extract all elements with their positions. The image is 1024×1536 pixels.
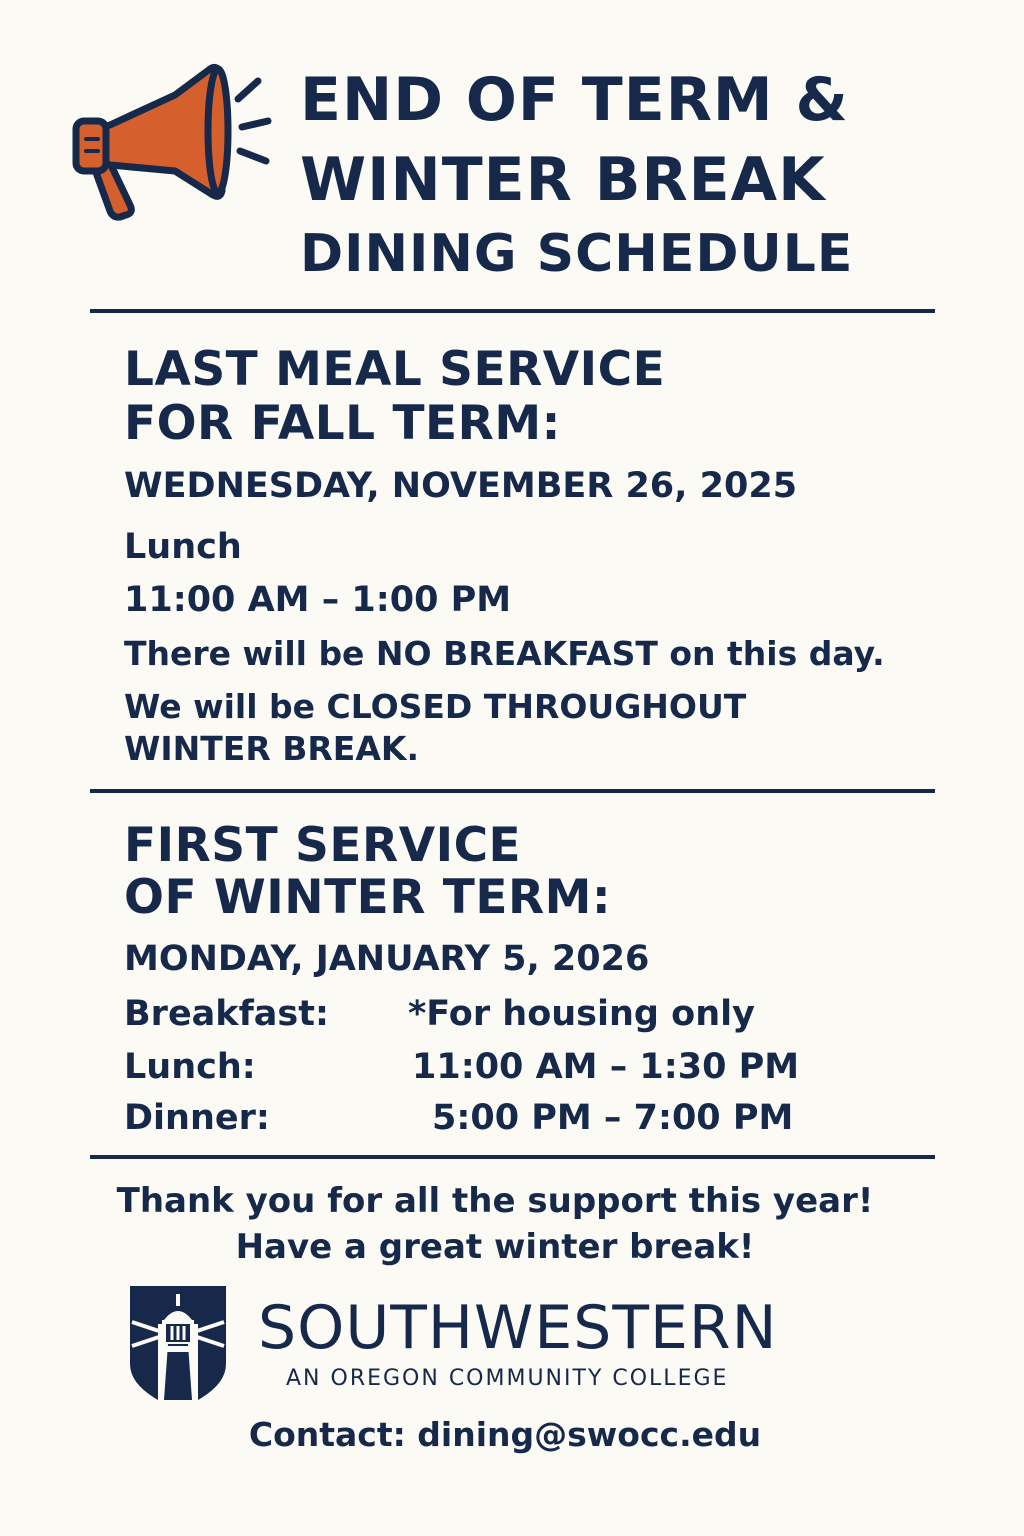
megaphone-icon bbox=[70, 55, 280, 225]
contact-email: Contact: dining@swocc.edu bbox=[248, 1415, 762, 1454]
fall-date: WEDNESDAY, NOVEMBER 26, 2025 bbox=[124, 466, 798, 506]
title-line-2: WINTER BREAK bbox=[300, 145, 826, 215]
thanks-line-2: Have a great winter break! bbox=[235, 1227, 755, 1267]
fall-note-breakfast: There will be NO BREAKFAST on this day. bbox=[124, 634, 885, 673]
title-line-1: END OF TERM & bbox=[300, 65, 849, 135]
divider-bottom bbox=[90, 1155, 935, 1159]
fall-note-closed-2: WINTER BREAK. bbox=[124, 729, 420, 768]
divider-top bbox=[90, 309, 935, 313]
winter-row-value: *For housing only bbox=[408, 994, 755, 1034]
fall-note-closed-1: We will be CLOSED THROUGHOUT bbox=[124, 687, 747, 726]
winter-row-label: Breakfast: bbox=[124, 994, 329, 1034]
fall-title-line-1: LAST MEAL SERVICE bbox=[124, 342, 666, 397]
college-name: SOUTHWESTERN bbox=[258, 1293, 778, 1363]
fall-time: 11:00 AM – 1:00 PM bbox=[124, 580, 512, 620]
thanks-line-1: Thank you for all the support this year! bbox=[116, 1181, 874, 1221]
winter-title-line-2: OF WINTER TERM: bbox=[124, 870, 612, 925]
winter-title-line-1: FIRST SERVICE bbox=[124, 818, 522, 873]
college-subtitle: AN OREGON COMMUNITY COLLEGE bbox=[286, 1366, 729, 1391]
winter-row-label: Lunch: bbox=[124, 1047, 256, 1087]
lighthouse-shield-icon bbox=[128, 1284, 228, 1402]
fall-meal: Lunch bbox=[124, 527, 242, 567]
winter-date: MONDAY, JANUARY 5, 2026 bbox=[124, 939, 650, 979]
winter-row-value: 5:00 PM – 7:00 PM bbox=[432, 1098, 794, 1138]
divider-middle bbox=[90, 789, 935, 793]
winter-row-label: Dinner: bbox=[124, 1098, 270, 1138]
fall-title-line-2: FOR FALL TERM: bbox=[124, 396, 561, 451]
winter-row-value: 11:00 AM – 1:30 PM bbox=[412, 1047, 800, 1087]
title-line-3: DINING SCHEDULE bbox=[300, 224, 854, 284]
